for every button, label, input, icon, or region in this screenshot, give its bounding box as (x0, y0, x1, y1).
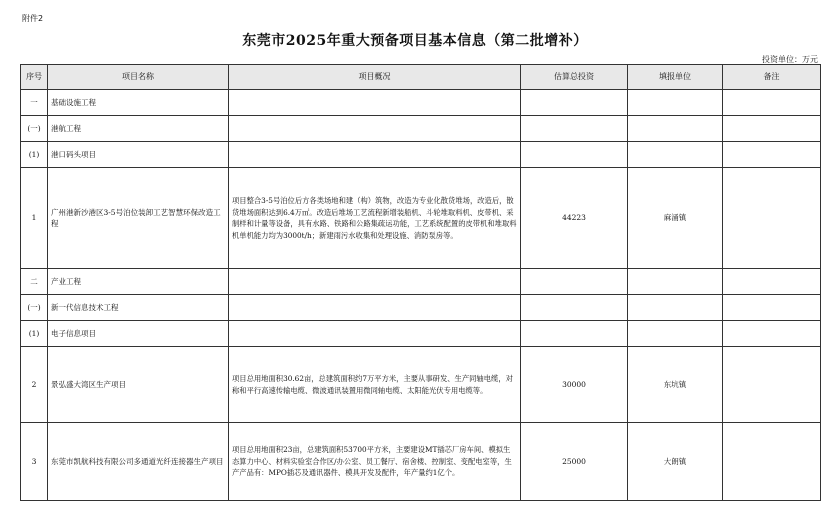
column-header-unit: 填报单位 (628, 65, 723, 90)
section-row (21, 142, 821, 168)
empty-cell (628, 321, 723, 347)
empty-cell (521, 269, 628, 295)
empty-cell (723, 295, 821, 321)
empty-cell (229, 90, 521, 116)
section-row (21, 295, 821, 321)
section-label: 产业工程 (48, 269, 229, 295)
empty-cell (521, 116, 628, 142)
project-note (723, 423, 821, 501)
column-header-investment: 估算总投资 (521, 65, 628, 90)
project-name: 景弘盛大湾区生产项目 (48, 347, 229, 423)
row-number: (1) (21, 142, 48, 168)
section-label: 新一代信息技术工程 (48, 295, 229, 321)
column-header-note: 备注 (723, 65, 821, 90)
section-label: 基础设施工程 (48, 90, 229, 116)
empty-cell (628, 116, 723, 142)
row-number: 2 (21, 347, 48, 423)
project-name: 广州港新沙港区3-5号泊位装卸工艺智慧环保改造工程 (48, 168, 229, 269)
section-row (21, 321, 821, 347)
project-unit: 大朗镇 (628, 423, 723, 501)
empty-cell (628, 295, 723, 321)
project-name: 东莞市凯航科技有限公司多通道光纤连接器生产项目 (48, 423, 229, 501)
project-note (723, 168, 821, 269)
row-number: 一 (21, 90, 48, 116)
empty-cell (628, 90, 723, 116)
row-number: (一) (21, 295, 48, 321)
empty-cell (229, 269, 521, 295)
empty-cell (229, 321, 521, 347)
project-row (21, 168, 821, 269)
empty-cell (628, 142, 723, 168)
empty-cell (521, 90, 628, 116)
project-investment: 25000 (521, 423, 628, 501)
column-header-no: 序号 (21, 65, 48, 90)
empty-cell (723, 269, 821, 295)
empty-cell (628, 269, 723, 295)
empty-cell (723, 321, 821, 347)
page-title: 东莞市2025年重大预备项目基本信息（第二批增补） (242, 33, 588, 49)
empty-cell (521, 142, 628, 168)
project-note (723, 347, 821, 423)
investment-unit: 投资单位：万元 (762, 55, 818, 64)
section-label: 港航工程 (48, 116, 229, 142)
attachment-label: 附件2 (22, 14, 44, 23)
empty-cell (521, 321, 628, 347)
project-row (21, 423, 821, 501)
row-number: (1) (21, 321, 48, 347)
section-label: 电子信息项目 (48, 321, 229, 347)
empty-cell (229, 116, 521, 142)
project-description: 项目总用地面积23亩，总建筑面积53700平方米，主要建设MT插芯厂房车间、模拟生态算力中心、材料实验室合作区/办公室、员工餐厅、宿舍楼、控制室、变配电室等，生产产品有：MPO插芯及通讯器件、模具开发及配件，年产量约1亿个。 (229, 423, 521, 501)
table-header-row (21, 65, 821, 90)
column-header-desc: 项目概况 (229, 65, 521, 90)
project-investment: 30000 (521, 347, 628, 423)
empty-cell (229, 142, 521, 168)
project-unit: 麻涌镇 (628, 168, 723, 269)
row-number: (一) (21, 116, 48, 142)
row-number: 1 (21, 168, 48, 269)
empty-cell (723, 142, 821, 168)
empty-cell (723, 90, 821, 116)
project-description: 项目总用地面积30.62亩，总建筑面积约7万平方米，主要从事研发、生产同轴电缆，对称和平行高速传输电缆、微波通讯装置用微同轴电缆、太阳能光伏专用电缆等。 (229, 347, 521, 423)
project-row (21, 347, 821, 423)
project-description: 项目整合3-5号泊位后方各类场地和建（构）筑物，改造为专业化散货堆场，改造后，散货堆场面积达到6.4万㎡。改造后堆场工艺流程新增装船机、斗轮堆取料机、皮带机、采制样和计量等设备，具有水路、铁路和公路集疏运功能，工艺系统配置的皮带机和堆取料机单机能力均为3000t/h；新建雨污水收集和处理设施、消防泵房等。 (229, 168, 521, 269)
project-investment: 44223 (521, 168, 628, 269)
section-row (21, 269, 821, 295)
empty-cell (723, 116, 821, 142)
section-row (21, 116, 821, 142)
section-row (21, 90, 821, 116)
column-header-name: 项目名称 (48, 65, 229, 90)
row-number: 3 (21, 423, 48, 501)
project-table (20, 64, 821, 501)
row-number: 二 (21, 269, 48, 295)
project-unit: 东坑镇 (628, 347, 723, 423)
empty-cell (229, 295, 521, 321)
empty-cell (521, 295, 628, 321)
section-label: 港口码头项目 (48, 142, 229, 168)
